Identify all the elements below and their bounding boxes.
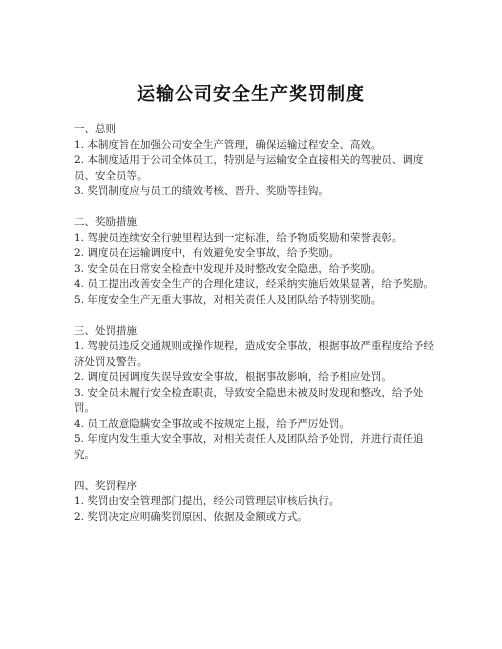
- list-item: 3. 奖罚制度应与员工的绩效考核、晋升、奖励等挂钩。: [74, 185, 329, 197]
- list-item: 1. 驾驶员连续安全行驶里程达到一定标准，给予物质奖励和荣誉表彰。: [74, 231, 403, 244]
- section-penalties: [74, 324, 444, 464]
- list-item: 1. 驾驶员违反交通规则或操作规程，造成安全事故，根据事故严重程度给予经济处罚及警告。: [74, 340, 434, 368]
- list-item: 3. 安全员在日常安全检查中发现并及时整改安全隐患，给予奖励。: [74, 262, 382, 275]
- list-item: 3. 安全员未履行安全检查职责，导致安全隐患未被及时发现和整改，给予处罚。: [74, 386, 424, 414]
- list-item: 1. 本制度旨在加强公司安全生产管理，确保运输过程安全、高效。: [74, 138, 382, 151]
- section-general: [74, 122, 444, 200]
- list-item: 5. 年度安全生产无重大事故，对相关责任人及团队给予特别奖励。: [74, 293, 382, 306]
- list-item: 4. 员工故意隐瞒安全事故或不按规定上报，给予严厉处罚。: [74, 417, 350, 430]
- section-heading: 四、奖罚程序: [74, 479, 137, 492]
- section-heading: 二、奖励措施: [74, 216, 137, 228]
- document-title: 运输公司安全生产奖罚制度: [137, 84, 365, 105]
- document-body: [74, 122, 444, 541]
- list-item: 2. 调度员在运输调度中，有效避免安全事故，给予奖励。: [74, 247, 340, 259]
- section-rewards: [74, 215, 444, 308]
- list-item: 1. 奖罚由安全管理部门提出，经公司管理层审核后执行。: [74, 495, 340, 507]
- section-heading: 三、处罚措施: [74, 324, 137, 337]
- list-item: 2. 本制度适用于公司全体员工，特别是与运输安全直接相关的驾驶员、调度员、安全员等。: [74, 154, 424, 182]
- section-procedure: [74, 479, 444, 526]
- list-item: 2. 调度员因调度失误导致安全事故，根据事故影响，给予相应处罚。: [74, 371, 392, 383]
- section-heading: 一、总则: [74, 123, 116, 135]
- list-item: 5. 年度内发生重大安全事故，对相关责任人及团队给予处罚，并进行责任追究。: [74, 433, 424, 461]
- list-item: 2. 奖罚决定应明确奖罚原因、依据及金额或方式。: [74, 510, 308, 523]
- list-item: 4. 员工提出改善安全生产的合理化建议，经采纳实施后效果显著，给予奖励。: [74, 278, 434, 290]
